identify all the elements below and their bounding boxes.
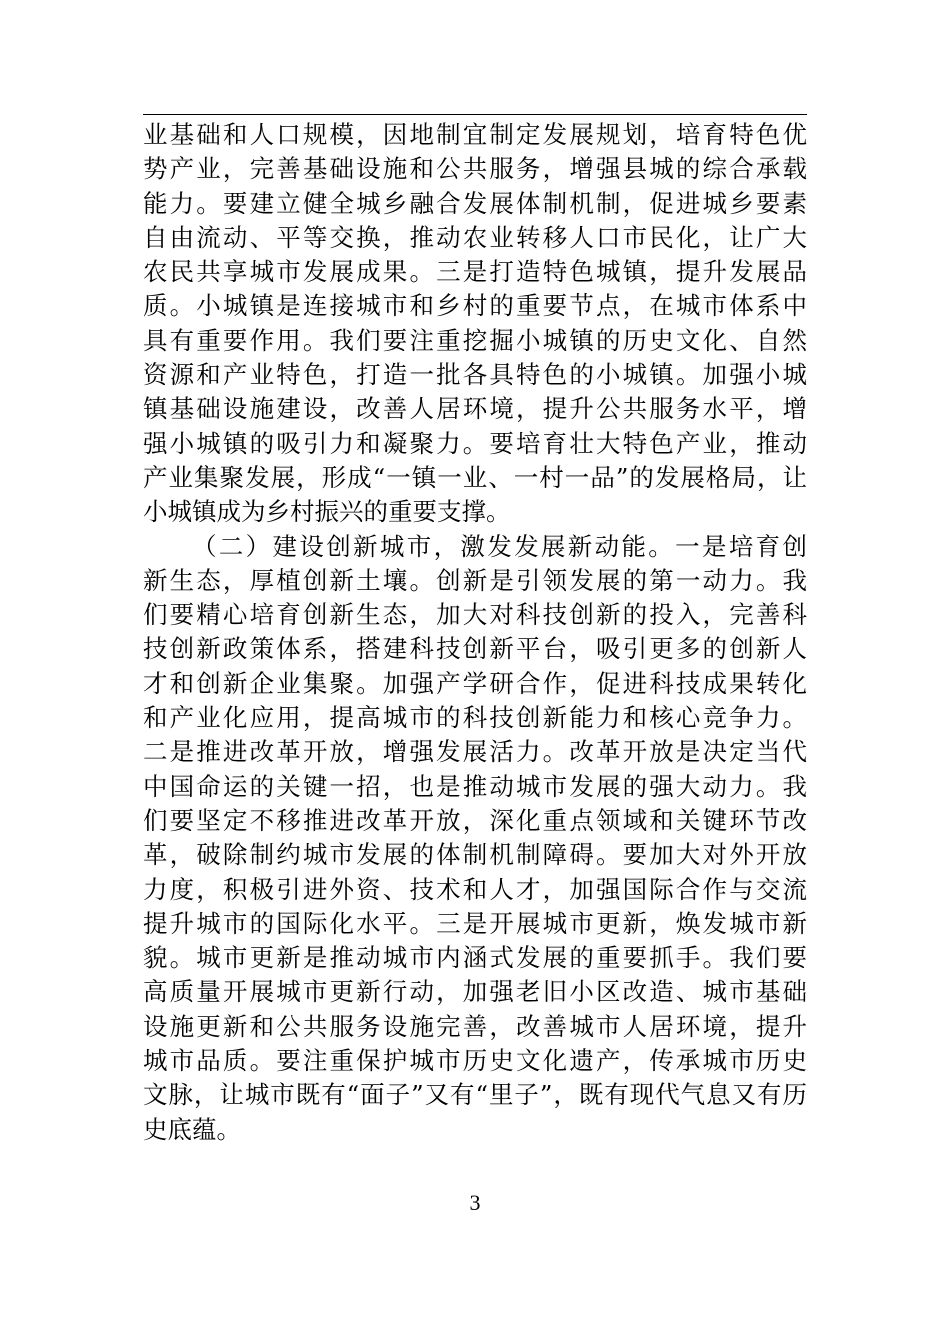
- text-line: 能力。要建立健全城乡融合发展体制机制，促进城乡要素: [143, 188, 807, 218]
- text-line: 貌。城市更新是推动城市内涵式发展的重要抓手。我们要: [143, 943, 807, 973]
- text-line: 们要精心培育创新生态，加大对科技创新的投入，完善科: [143, 600, 807, 630]
- text-line: 文脉，让城市既有“面子”又有“里子”，既有现代气息又有历: [143, 1080, 807, 1110]
- text-line: 才和创新企业集聚。加强产学研合作，促进科技成果转化: [143, 668, 807, 698]
- text-line: 革，破除制约城市发展的体制机制障碍。要加大对外开放: [143, 840, 807, 870]
- text-line: 高质量开展城市更新行动，加强老旧小区改造、城市基础: [143, 977, 807, 1007]
- text-line: 农民共享城市发展成果。三是打造特色城镇，提升发展品: [143, 257, 807, 287]
- text-line: 技创新政策体系，搭建科技创新平台，吸引更多的创新人: [143, 634, 807, 664]
- text-line: （二）建设创新城市，激发发展新动能。一是培育创: [192, 531, 807, 561]
- text-line: 和产业化应用，提高城市的科技创新能力和核心竞争力。: [143, 703, 807, 733]
- header-rule: [143, 114, 807, 115]
- text-line: 业基础和人口规模，因地制宜制定发展规划，培育特色优: [143, 120, 807, 149]
- text-line: 自由流动、平等交换，推动农业转移人口市民化，让广大: [143, 222, 807, 252]
- text-line: 具有重要作用。我们要注重挖掘小城镇的历史文化、自然: [143, 325, 807, 355]
- text-line: 史底蕴。: [143, 1114, 241, 1144]
- text-line: 势产业，完善基础设施和公共服务，增强县城的综合承载: [143, 154, 807, 184]
- text-line: 产业集聚发展，形成“一镇一业、一村一品”的发展格局，让: [143, 462, 807, 492]
- body-text: [143, 118, 807, 1147]
- text-line: 强小城镇的吸引力和凝聚力。要培育壮大特色产业，推动: [143, 428, 807, 458]
- text-line: 资源和产业特色，打造一批各具特色的小城镇。加强小城: [143, 360, 807, 390]
- text-line: 质。小城镇是连接城市和乡村的重要节点，在城市体系中: [143, 291, 807, 321]
- text-line: 力度，积极引进外资、技术和人才，加强国际合作与交流: [143, 874, 807, 904]
- page-number: 3: [469, 1190, 481, 1215]
- text-line: 二是推进改革开放，增强发展活力。改革开放是决定当代: [143, 737, 807, 767]
- text-line: 中国命运的关键一招，也是推动城市发展的强大动力。我: [143, 771, 807, 801]
- text-line: 城市品质。要注重保护城市历史文化遗产，传承城市历史: [143, 1046, 807, 1076]
- text-line: 镇基础设施建设，改善人居环境，提升公共服务水平，增: [143, 394, 807, 424]
- text-line: 小城镇成为乡村振兴的重要支撑。: [143, 497, 511, 527]
- text-line: 们要坚定不移推进改革开放，深化重点领域和关键环节改: [143, 805, 807, 835]
- text-line: 新生态，厚植创新土壤。创新是引领发展的第一动力。我: [143, 565, 807, 595]
- text-line: 设施更新和公共服务设施完善，改善城市人居环境，提升: [143, 1011, 807, 1041]
- text-line: 提升城市的国际化水平。三是开展城市更新，焕发城市新: [143, 908, 807, 938]
